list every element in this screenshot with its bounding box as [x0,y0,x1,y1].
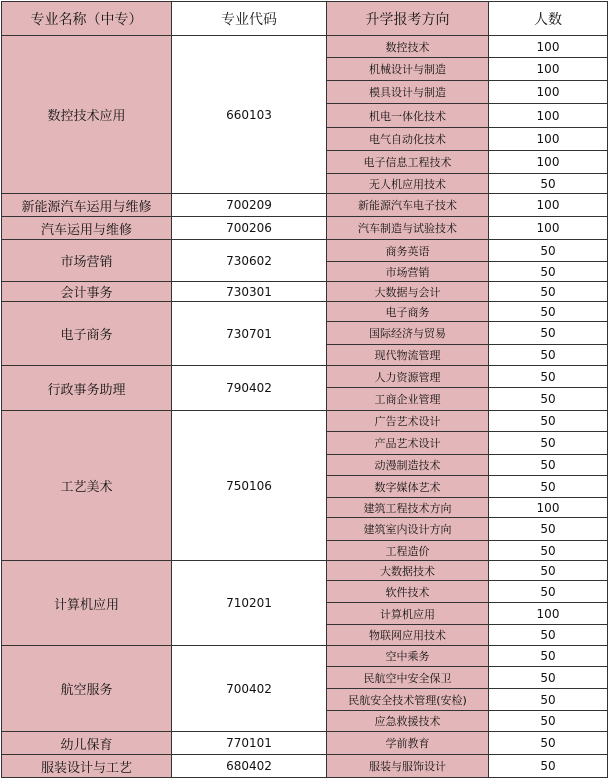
direction-cell: 人力资源管理 [327,366,489,388]
table-row [2,36,608,58]
direction-cell: 现代物流管理 [327,345,489,366]
direction-cell: 无人机应用技术 [327,174,489,194]
count-cell: 100 [489,151,608,174]
header-row [2,2,608,36]
direction-cell: 工商企业管理 [327,388,489,411]
header-direction: 升学报考方向 [327,2,489,36]
direction-cell: 电子信息工程技术 [327,151,489,174]
direction-cell: 动漫制造技术 [327,455,489,476]
table-row [2,302,608,322]
count-cell: 100 [489,217,608,240]
table-row [2,194,608,217]
count-cell: 100 [489,194,608,217]
direction-cell: 空中乘务 [327,646,489,667]
direction-cell: 汽车制造与试验技术 [327,217,489,240]
direction-cell: 大数据与会计 [327,282,489,302]
major-code-cell: 700206 [172,217,327,240]
major-code-cell: 730602 [172,240,327,282]
major-code-cell: 700402 [172,646,327,732]
direction-cell: 学前教育 [327,732,489,755]
table-row [2,646,608,667]
table-row [2,732,608,755]
count-cell: 50 [489,345,608,366]
direction-cell: 民航安全技术管理(安检) [327,689,489,711]
count-cell: 50 [489,240,608,262]
major-name-cell: 新能源汽车运用与维修 [2,194,172,217]
count-cell: 50 [489,541,608,561]
count-cell: 50 [489,322,608,345]
direction-cell: 产品艺术设计 [327,432,489,455]
major-name-cell: 行政事务助理 [2,366,172,411]
direction-cell: 建筑室内设计方向 [327,518,489,541]
direction-cell: 计算机应用 [327,603,489,625]
direction-cell: 电子商务 [327,302,489,322]
count-cell: 50 [489,282,608,302]
major-name-cell: 服装设计与工艺 [2,755,172,778]
direction-cell: 工程造价 [327,541,489,561]
count-cell: 50 [489,667,608,689]
table-row [2,561,608,581]
count-cell: 50 [489,411,608,432]
count-cell: 50 [489,174,608,194]
table-row [2,217,608,240]
major-name-cell: 工艺美术 [2,411,172,561]
table-body [2,36,608,778]
major-name-cell: 会计事务 [2,282,172,302]
count-cell: 50 [489,366,608,388]
direction-cell: 广告艺术设计 [327,411,489,432]
count-cell: 50 [489,561,608,581]
direction-cell: 民航空中安全保卫 [327,667,489,689]
major-code-cell: 730701 [172,302,327,366]
table-row [2,366,608,388]
count-cell: 50 [489,262,608,282]
major-code-cell: 660103 [172,36,327,194]
header-count: 人数 [489,2,608,36]
major-code-cell: 680402 [172,755,327,778]
direction-cell: 应急救援技术 [327,711,489,732]
count-cell: 100 [489,81,608,104]
count-cell: 100 [489,104,608,128]
direction-cell: 数字媒体艺术 [327,476,489,498]
count-cell: 100 [489,58,608,81]
direction-cell: 软件技术 [327,581,489,603]
direction-cell: 国际经济与贸易 [327,322,489,345]
major-code-cell: 770101 [172,732,327,755]
major-name-cell: 航空服务 [2,646,172,732]
count-cell: 50 [489,755,608,778]
direction-cell: 新能源汽车电子技术 [327,194,489,217]
count-cell: 100 [489,128,608,151]
count-cell: 50 [489,476,608,498]
header-major-name: 专业名称（中专） [2,2,172,36]
count-cell: 100 [489,36,608,58]
count-cell: 50 [489,388,608,411]
count-cell: 50 [489,711,608,732]
count-cell: 50 [489,518,608,541]
direction-cell: 数控技术 [327,36,489,58]
table-row [2,240,608,262]
major-code-cell: 790402 [172,366,327,411]
direction-cell: 模具设计与制造 [327,81,489,104]
direction-cell: 建筑工程技术方向 [327,498,489,518]
major-code-cell: 750106 [172,411,327,561]
count-cell: 100 [489,498,608,518]
count-cell: 50 [489,646,608,667]
major-name-cell: 市场营销 [2,240,172,282]
count-cell: 50 [489,625,608,646]
table-row [2,282,608,302]
major-name-cell: 幼儿保育 [2,732,172,755]
count-cell: 50 [489,455,608,476]
direction-cell: 服装与服饰设计 [327,755,489,778]
major-name-cell: 计算机应用 [2,561,172,646]
count-cell: 50 [489,302,608,322]
direction-cell: 电气自动化技术 [327,128,489,151]
major-code-cell: 700209 [172,194,327,217]
major-code-cell: 710201 [172,561,327,646]
direction-cell: 机械设计与制造 [327,58,489,81]
table-row [2,755,608,778]
major-name-cell: 数控技术应用 [2,36,172,194]
count-cell: 50 [489,732,608,755]
count-cell: 50 [489,432,608,455]
direction-cell: 市场营销 [327,262,489,282]
header-major-code: 专业代码 [172,2,327,36]
count-cell: 100 [489,603,608,625]
direction-cell: 机电一体化技术 [327,104,489,128]
major-code-cell: 730301 [172,282,327,302]
enrollment-table [1,1,608,778]
direction-cell: 商务英语 [327,240,489,262]
direction-cell: 物联网应用技术 [327,625,489,646]
count-cell: 50 [489,689,608,711]
major-name-cell: 汽车运用与维修 [2,217,172,240]
table-row [2,411,608,432]
major-name-cell: 电子商务 [2,302,172,366]
count-cell: 50 [489,581,608,603]
direction-cell: 大数据技术 [327,561,489,581]
